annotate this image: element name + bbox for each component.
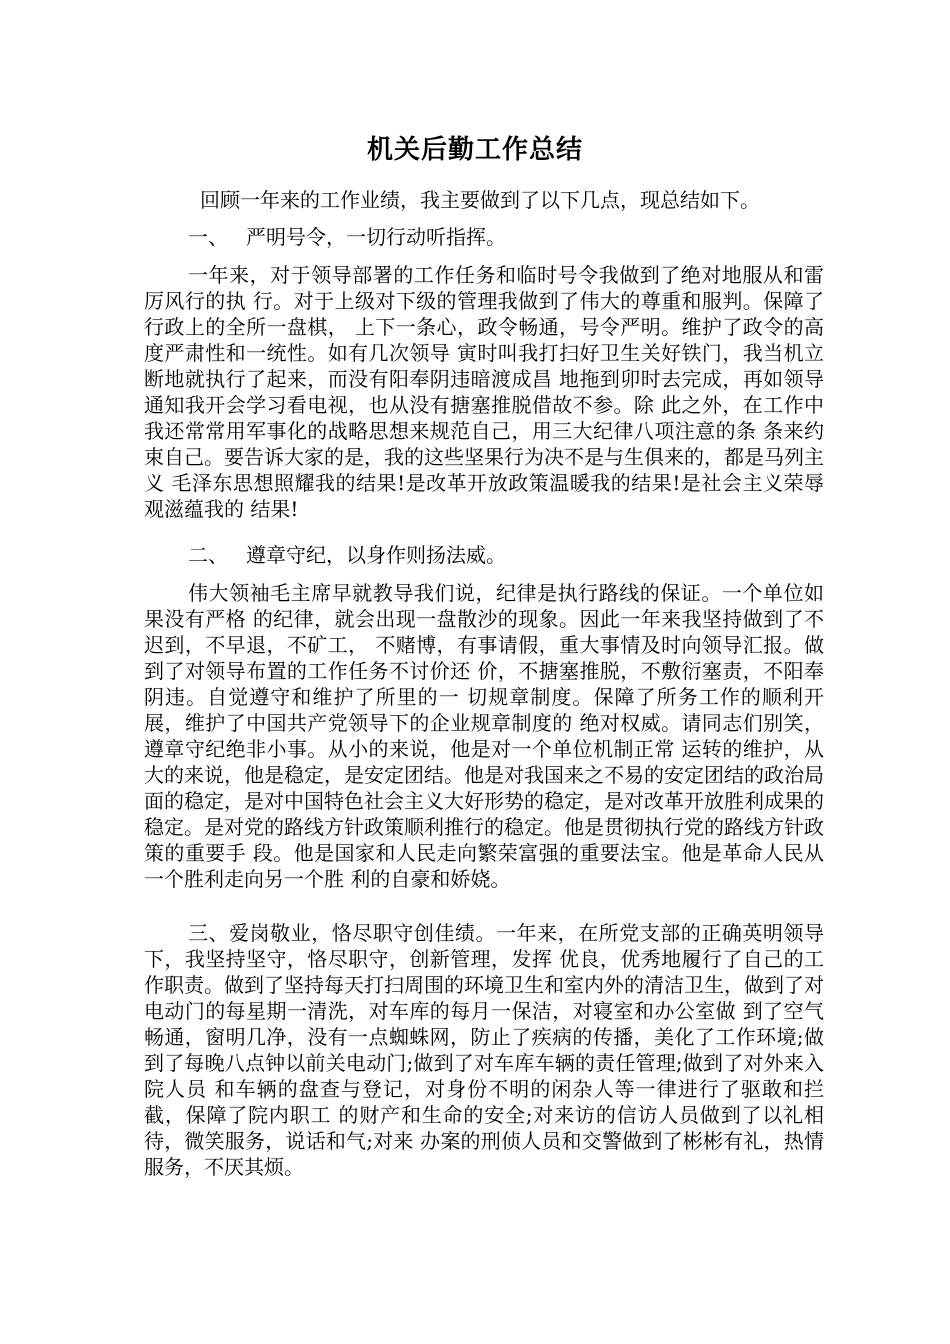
document-title: 机关后勤工作总结	[366, 135, 583, 165]
section-1-body: 一年来，对于领导部署的工作任务和临时号令我做到了绝对地服从和雷厉风行的执 行。对于上级对下级的管理我做到了伟大的尊重和服判。保障了行政上的全所一盘棋， 上下一条心，政令畅通，号令严明。维护了政令的高度严肃性和一统性。如有几次领导 寅时叫我打扫好卫生关好铁门，我当机立断地就执行了起来，而没有阳奉阴违暗渡成昌 地拖到卯时去完成，再如领导通知我开会学习看电视，也从没有搪塞推脱借故不参。除 此之外，在工作中我还常常用军事化的战略思想来规范自己，用三大纪律八项注意的条 条来约束自己。要告诉大家的是，我的这些坚果行为决不是与生俱来的，都是马列主义 毛泽东思想照耀我的结果!是改革开放政策温暖我的结果!是社会主义荣辱观滋蕴我的 结果!	[144, 263, 824, 521]
section-1-number: 一、	[188, 225, 228, 249]
section-1-heading-text: 严明号令，一切行动听指挥。	[246, 225, 506, 249]
section-2-heading	[188, 540, 506, 570]
section-1-heading	[188, 222, 506, 252]
section-2-number: 二、	[188, 543, 228, 567]
section-2-body: 伟大领袖毛主席早就教导我们说，纪律是执行路线的保证。一个单位如果没有严格 的纪律，就会出现一盘散沙的现象。因此一年来我坚持做到了不迟到，不早退，不矿工， 不赌博，有事请假，重大事情及时向领导汇报。做到了对领导布置的工作任务不讨价还 价，不搪塞推脱，不敷衍塞责，不阳奉阴违。自觉遵守和维护了所里的一 切规章制度。保障了所务工作的顺利开展，维护了中国共产党领导下的企业规章制度的 绝对权威。请同志们别笑，遵章守纪绝非小事。从小的来说，他是对一个单位机制正常 运转的维护，从大的来说，他是稳定，是安定团结。他是对我国来之不易的安定团结的政治局面的稳定，是对中国特色社会主义大好形势的稳定，是对改革开放胜利成果的稳定。是对党的路线方针政策顺利推行的稳定。他是贯彻执行党的路线方针政策的重要手 段。他是国家和人民走向繁荣富强的重要法宝。他是革命人民从一个胜利走向另一个胜 利的自豪和娇娆。	[144, 581, 824, 891]
intro-paragraph: 回顾一年来的工作业绩，我主要做到了以下几点，现总结如下。	[200, 188, 760, 212]
section-2-heading-text: 遵章守纪，以身作则扬法威。	[246, 543, 506, 567]
section-3-body: 三、爱岗敬业，恪尽职守创佳绩。一年来，在所党支部的正确英明领导下，我坚持坚守，恪尽职守，创新管理，发挥 优良，优秀地履行了自己的工作职责。做到了坚持每天打扫周围的环境卫生和室内外的清洁卫生，做到了对电动门的每星期一清洗，对车库的每月一保洁，对寝室和办公室做 到了空气畅通，窗明几净，没有一点蜘蛛网，防止了疾病的传播，美化了工作环境;做 到了每晚八点钟以前关电动门;做到了对车库车辆的责任管理;做到了对外来入院人员 和车辆的盘查与登记，对身份不明的闲杂人等一律进行了驱敢和拦截，保障了院内职工 的财产和生命的安全;对来访的信访人员做到了以礼相待，微笑服务，说话和气;对来 办案的刑侦人员和交警做到了彬彬有礼，热情服务，不厌其烦。	[144, 921, 824, 1179]
